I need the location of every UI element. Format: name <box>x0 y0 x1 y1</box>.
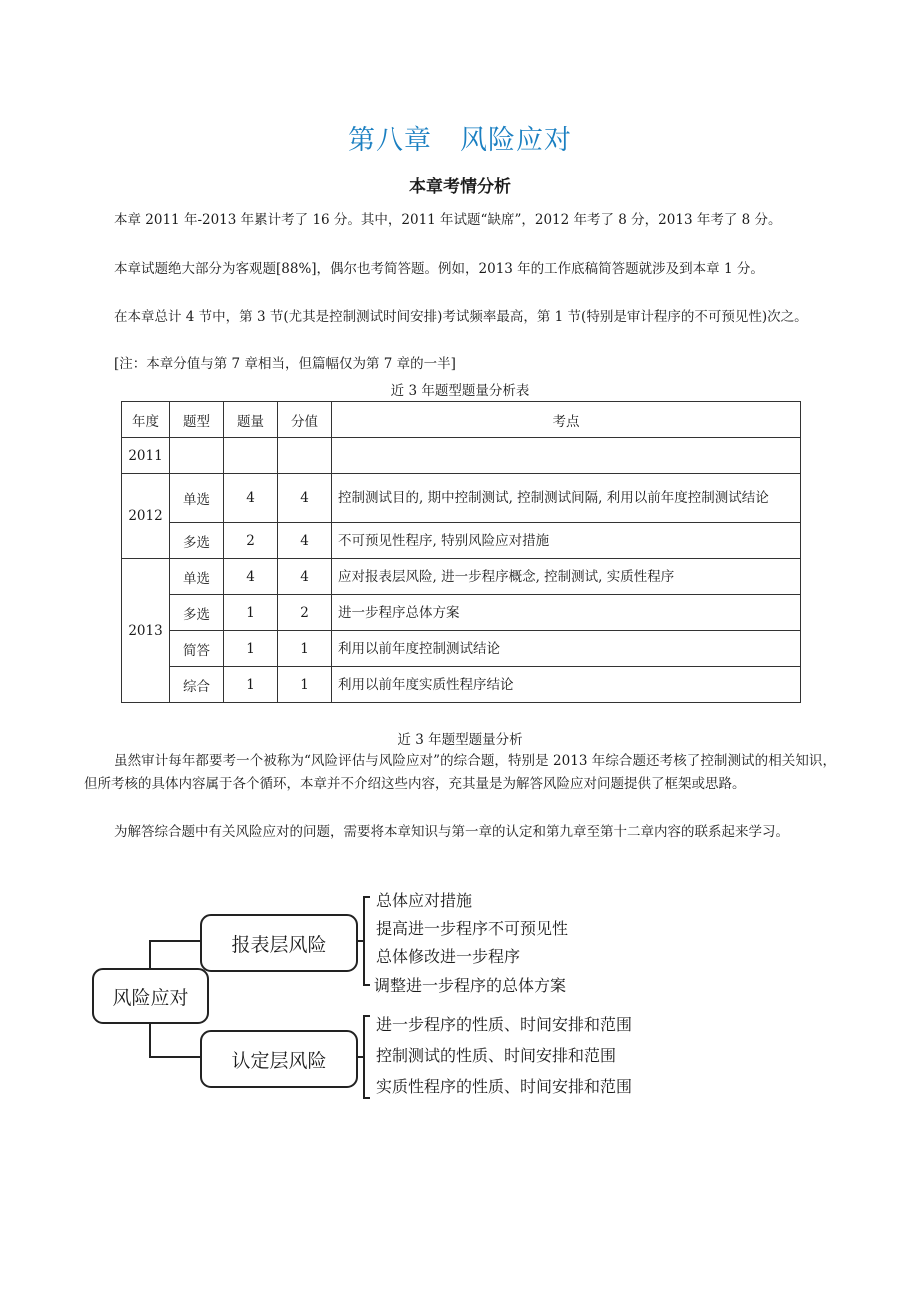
connector-line <box>150 941 200 968</box>
mind-map-leaf: 进一步程序的性质、时间安排和范围 <box>376 1015 633 1034</box>
type-cell: 多选 <box>170 523 224 559</box>
mind-map-root: 风险应对 <box>92 968 209 1024</box>
points-cell: 进一步程序总体方案 <box>332 595 801 631</box>
points-cell: 控制测试目的, 期中控制测试, 控制测试间隔, 利用以前年度控制测试结论 <box>332 474 801 523</box>
count-cell: 4 <box>224 559 278 595</box>
header-cell: 题量 <box>224 402 278 438</box>
header-cell: 题型 <box>170 402 224 438</box>
count-cell: 4 <box>224 474 278 523</box>
points-cell: 利用以前年度实质性程序结论 <box>332 667 801 703</box>
intro-paragraph-1: 本章 2011 年-2013 年累计考了 16 分。其中，2011 年试题“缺席”，2012 年考了 8 分，2013 年考了 8 分。 <box>114 212 782 228</box>
year-cell: 2011 <box>122 438 170 474</box>
analysis-paragraph-2: 为解答综合题中有关风险应对的问题，需要将本章知识与第一章的认定和第九章至第十二章内容的联系起来学习。 <box>114 824 789 840</box>
count-cell: 1 <box>224 667 278 703</box>
type-cell: 单选 <box>170 559 224 595</box>
count-cell: 1 <box>224 595 278 631</box>
count-cell: 2 <box>224 523 278 559</box>
score-cell: 1 <box>278 667 332 703</box>
year-cell: 2012 <box>122 474 170 559</box>
analysis-paragraph-1: 虽然审计每年都要考一个被称为“风险评估与风险应对”的综合题，特别是 2013 年综合题还考核了控制测试的相关知识，但所考核的具体内容属于各个循环，本章并不介绍这些内容，充其量是为解答风险应对问题提供了框架或思路。 <box>84 753 836 792</box>
section-title: 本章考情分析 <box>409 177 511 197</box>
type-cell: 单选 <box>170 474 224 523</box>
type-cell: 简答 <box>170 631 224 667</box>
bracket-line <box>364 1016 370 1098</box>
mind-map-branch-assertion-level: 认定层风险 <box>200 1030 358 1088</box>
type-cell: 多选 <box>170 595 224 631</box>
points-cell: 利用以前年度控制测试结论 <box>332 631 801 667</box>
mind-map-leaf: 调整进一步程序的总体方案 <box>374 976 567 995</box>
points-cell: 不可预见性程序, 特别风险应对措施 <box>332 523 801 559</box>
count-cell: 1 <box>224 631 278 667</box>
score-cell: 4 <box>278 523 332 559</box>
header-cell: 分值 <box>278 402 332 438</box>
points-cell: 应对报表层风险, 进一步程序概念, 控制测试, 实质性程序 <box>332 559 801 595</box>
score-cell: 4 <box>278 474 332 523</box>
header-cell: 年度 <box>122 402 170 438</box>
mind-map-leaf: 提高进一步程序不可预见性 <box>376 919 569 938</box>
bracket-line <box>364 897 370 985</box>
mind-map-leaf: 总体应对措施 <box>376 891 473 910</box>
header-cell: 考点 <box>332 402 801 438</box>
connector-line <box>150 1022 200 1057</box>
type-cell: 综合 <box>170 667 224 703</box>
mind-map-leaf: 总体修改进一步程序 <box>376 947 521 966</box>
score-cell: 2 <box>278 595 332 631</box>
intro-paragraph-3: 在本章总计 4 节中，第 3 节(尤其是控制测试时间安排)考试频率最高，第 1 节(特别是审计程序的不可预见性)次之。 <box>114 309 808 325</box>
analysis-caption: 近 3 年题型题量分析 <box>397 732 523 748</box>
mind-map-branch-report-level: 报表层风险 <box>200 914 358 972</box>
table-caption: 近 3 年题型题量分析表 <box>390 383 530 399</box>
score-cell: 1 <box>278 631 332 667</box>
mind-map-leaf: 控制测试的性质、时间安排和范围 <box>376 1046 617 1065</box>
intro-paragraph-2: 本章试题绝大部分为客观题[88%]，偶尔也考简答题。例如，2013 年的工作底稿简答题就涉及到本章 1 分。 <box>114 261 764 277</box>
intro-note: [注：本章分值与第 7 章相当，但篇幅仅为第 7 章的一半] <box>114 356 456 372</box>
chapter-title: 第八章 风险应对 <box>348 125 572 156</box>
score-cell: 4 <box>278 559 332 595</box>
mind-map-leaf: 实质性程序的性质、时间安排和范围 <box>376 1077 633 1096</box>
year-cell: 2013 <box>122 559 170 703</box>
